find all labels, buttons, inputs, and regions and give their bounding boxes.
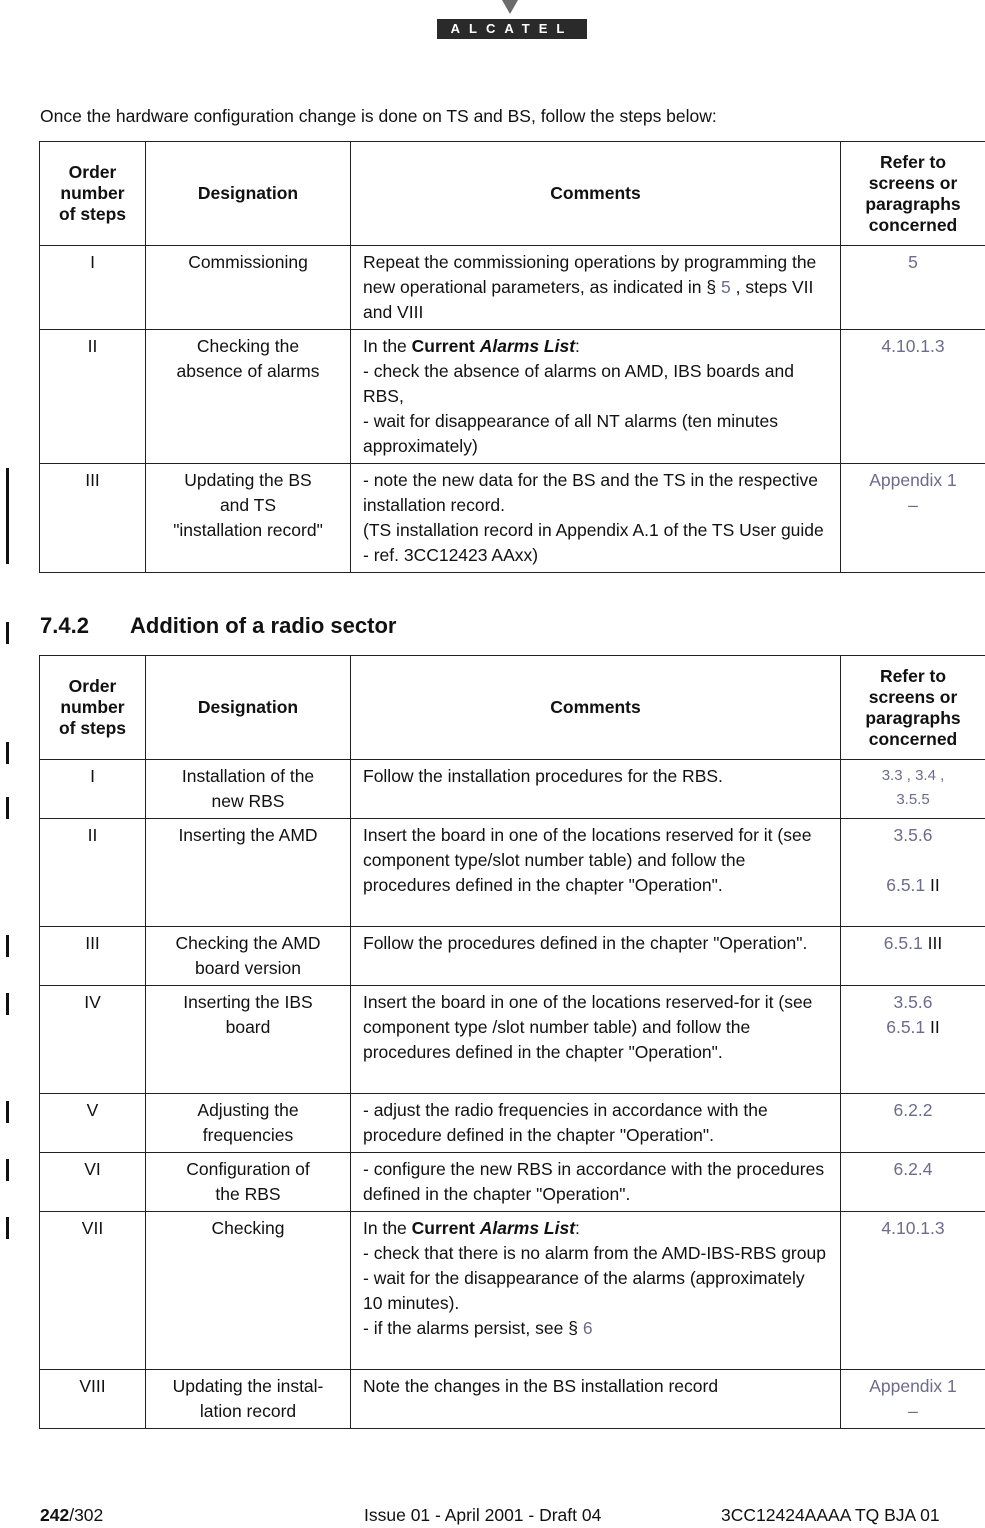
refer-link[interactable]: 6.5.1 [886,875,926,895]
step-order: I [40,760,146,819]
paragraph-link[interactable]: 5 [721,277,731,297]
comment-line: - wait for the disappearance of the alarms (approximately 10 minutes). [363,1268,805,1313]
step-designation [146,819,351,927]
comment-line: - wait for disappearance of all NT alarms (ten minutes approximately) [363,411,778,456]
step-comments [351,330,841,464]
step-order: VII [40,1212,146,1370]
step-order: I [40,246,146,330]
refer-step: II [925,875,940,895]
step-order: VIII [40,1370,146,1429]
screen-name-bold: Current [411,336,480,356]
paragraph-link[interactable]: 6 [582,1318,593,1338]
screen-name-bold: Current [411,1218,480,1238]
designation-line: new RBS [211,791,285,811]
change-bar [6,1217,9,1239]
table-row [40,246,985,330]
step-designation [146,246,351,330]
header-refer-line: paragraphs [865,707,961,728]
refer-link[interactable]: 6.5.1 [886,1017,926,1037]
refer-link[interactable]: 5 [908,252,918,272]
header-refer-line: Refer to [879,665,947,686]
step-comments [351,246,841,330]
designation-line: Inserting the IBS [183,992,313,1012]
change-bar [6,797,9,819]
header-refer-line: concerned [868,214,958,235]
refer-link[interactable]: 6.2.2 [893,1100,933,1120]
step-comments: Follow the procedures defined in the chapter "Operation". [351,927,841,986]
header-designation: Designation [146,656,351,760]
screen-name-italic: Alarms List [479,336,576,356]
designation-line: Inserting the AMD [178,825,318,845]
designation-line: Checking the AMD [175,933,321,953]
section-title: Addition of a radio sector [130,613,397,638]
steps-table-hw-change [39,141,985,573]
designation-line: and TS [219,495,277,515]
header-order-line: number [60,183,125,203]
change-bar [6,1101,9,1123]
screen-name-italic: Alarms List [479,1218,576,1238]
comment-text: - if the alarms persist, see § [363,1318,583,1338]
change-bar [6,993,9,1015]
step-designation [146,927,351,986]
step-comments: Note the changes in the BS installation record [351,1370,841,1429]
header-order [40,656,146,760]
designation-line: Adjusting the [197,1100,299,1120]
step-comments: Follow the installation procedures for the RBS. [351,760,841,819]
refer-link[interactable]: Appendix 1 [869,470,957,490]
intro-text: Once the hardware configuration change is done on TS and BS, follow the steps below: [40,106,717,126]
refer-step: III [922,933,943,953]
table-row [40,819,985,927]
step-refer [841,760,985,819]
refer-dash: – [908,495,918,515]
comment-line [363,1316,828,1341]
refer-link[interactable]: 3.5.6 [893,825,933,845]
designation-line: Configuration of [186,1159,310,1179]
step-order: III [40,464,146,573]
change-bar [6,622,9,644]
step-order: III [40,927,146,986]
step-designation [146,1094,351,1153]
step-order: II [40,819,146,927]
document-reference: 3CC12424AAAA TQ BJA 01 [721,1505,940,1525]
table-header-row [40,656,985,760]
step-refer [841,246,985,330]
comment-line: - check that there is no alarm from the AMD-IBS-RBS group [363,1243,826,1263]
refer-link[interactable]: 4.10.1.3 [881,1218,945,1238]
refer-link[interactable]: 6.2.4 [893,1159,933,1179]
page-total: /302 [69,1505,104,1525]
comment-text: In the [363,1218,412,1238]
step-comments: Insert the board in one of the locations reserved for it (see component type/slot number table) and follow the procedures defined in the chapter "Operation". [351,819,841,927]
header-order-line: Order [68,676,117,696]
step-designation [146,1370,351,1429]
designation-line: Updating the BS [184,470,312,490]
step-designation [146,760,351,819]
step-refer [841,927,985,986]
designation-line: the RBS [215,1184,281,1204]
table-row [40,1370,985,1429]
step-order: V [40,1094,146,1153]
header-order [40,142,146,246]
table-row [40,464,985,573]
step-refer [841,1370,985,1429]
refer-link[interactable]: 3.5.6 [893,992,933,1012]
step-order: II [40,330,146,464]
step-designation [146,986,351,1094]
comment-text: In the [363,336,412,356]
page-current: 242 [40,1505,70,1525]
section-heading [40,613,396,639]
designation-line: "installation record" [173,520,323,540]
page-number [40,1505,103,1526]
designation-line: Checking the [196,336,300,356]
designation-line: absence of alarms [176,361,320,381]
header-order-line: number [60,697,125,717]
header-refer [841,142,985,246]
comment-text: : [575,1218,580,1238]
alcatel-logo [437,0,587,42]
header-order-line: of steps [58,204,127,224]
table-row [40,1153,985,1212]
header-order-line: of steps [58,718,127,738]
step-refer [841,1094,985,1153]
designation-line: lation record [199,1401,297,1421]
table-row [40,1212,985,1370]
step-refer [841,986,985,1094]
table-row [40,927,985,986]
logo-wordmark: ALCATEL [437,19,587,39]
header-designation: Designation [146,142,351,246]
refer-link[interactable]: Appendix 1 [869,1376,957,1396]
step-refer [841,1153,985,1212]
section-number: 7.4.2 [40,613,89,638]
refer-link[interactable]: 3.5.5 [896,791,930,808]
designation-line: Installation of the [181,766,315,786]
refer-link[interactable]: 4.10.1.3 [881,336,945,356]
refer-link[interactable]: 6.5.1 [883,933,923,953]
table-header-row [40,142,985,246]
comment-line: - check the absence of alarms on AMD, IBS boards and RBS, [363,361,794,406]
header-refer-line: paragraphs [865,193,961,214]
change-bar [6,1159,9,1181]
steps-table-radio-sector [39,655,985,1429]
issue-info: Issue 01 - April 2001 - Draft 04 [364,1505,602,1525]
designation-line: Commissioning [188,252,308,272]
table-row [40,1094,985,1153]
step-refer [841,1212,985,1370]
table-row [40,760,985,819]
table-row [40,986,985,1094]
header-refer-line: screens or [868,686,958,707]
step-comments: Insert the board in one of the locations reserved-for it (see component type /slot number table) and follow the procedures defined in the chapter "Operation". [351,986,841,1094]
header-refer [841,656,985,760]
step-comments [351,1212,841,1370]
change-bar [6,468,9,564]
comment-line: - note the new data for the BS and the TS in the respective installation record. [363,470,818,515]
header-refer-line: screens or [868,172,958,193]
designation-line: board version [194,958,302,978]
step-designation [146,330,351,464]
header-refer-line: concerned [868,728,958,749]
step-designation [146,1153,351,1212]
step-comments: - configure the new RBS in accordance with the procedures defined in the chapter "Operation". [351,1153,841,1212]
step-designation [146,1212,351,1370]
header-comments: Comments [351,142,841,246]
step-order: VI [40,1153,146,1212]
logo-triangle-icon [502,0,518,14]
header-comments: Comments [351,656,841,760]
step-comments [351,464,841,573]
comment-text: : [575,336,580,356]
designation-line: Updating the instal- [172,1376,324,1396]
step-refer [841,330,985,464]
change-bar [6,935,9,957]
comment-text: , steps VII and VIII [363,277,814,322]
step-order: IV [40,986,146,1094]
refer-link[interactable]: 3.3 , 3.4 , [881,767,945,784]
step-refer [841,464,985,573]
designation-line: board [225,1017,271,1037]
refer-step: II [925,1017,940,1037]
header-order-line: Order [68,162,117,182]
designation-line: Checking [211,1218,285,1238]
comment-line: (TS installation record in Appendix A.1 of the TS User guide - ref. 3CC12423 AAxx) [363,520,824,565]
designation-line: frequencies [202,1125,294,1145]
comment-text: Repeat the commissioning operations by programming the new operational parameters, as indicated in § [363,252,817,297]
step-refer [841,819,985,927]
change-bar [6,742,9,764]
refer-dash: – [908,1401,918,1421]
step-designation [146,464,351,573]
header-refer-line: Refer to [879,151,947,172]
table-row [40,330,985,464]
step-comments: - adjust the radio frequencies in accordance with the procedure defined in the chapter "Operation". [351,1094,841,1153]
